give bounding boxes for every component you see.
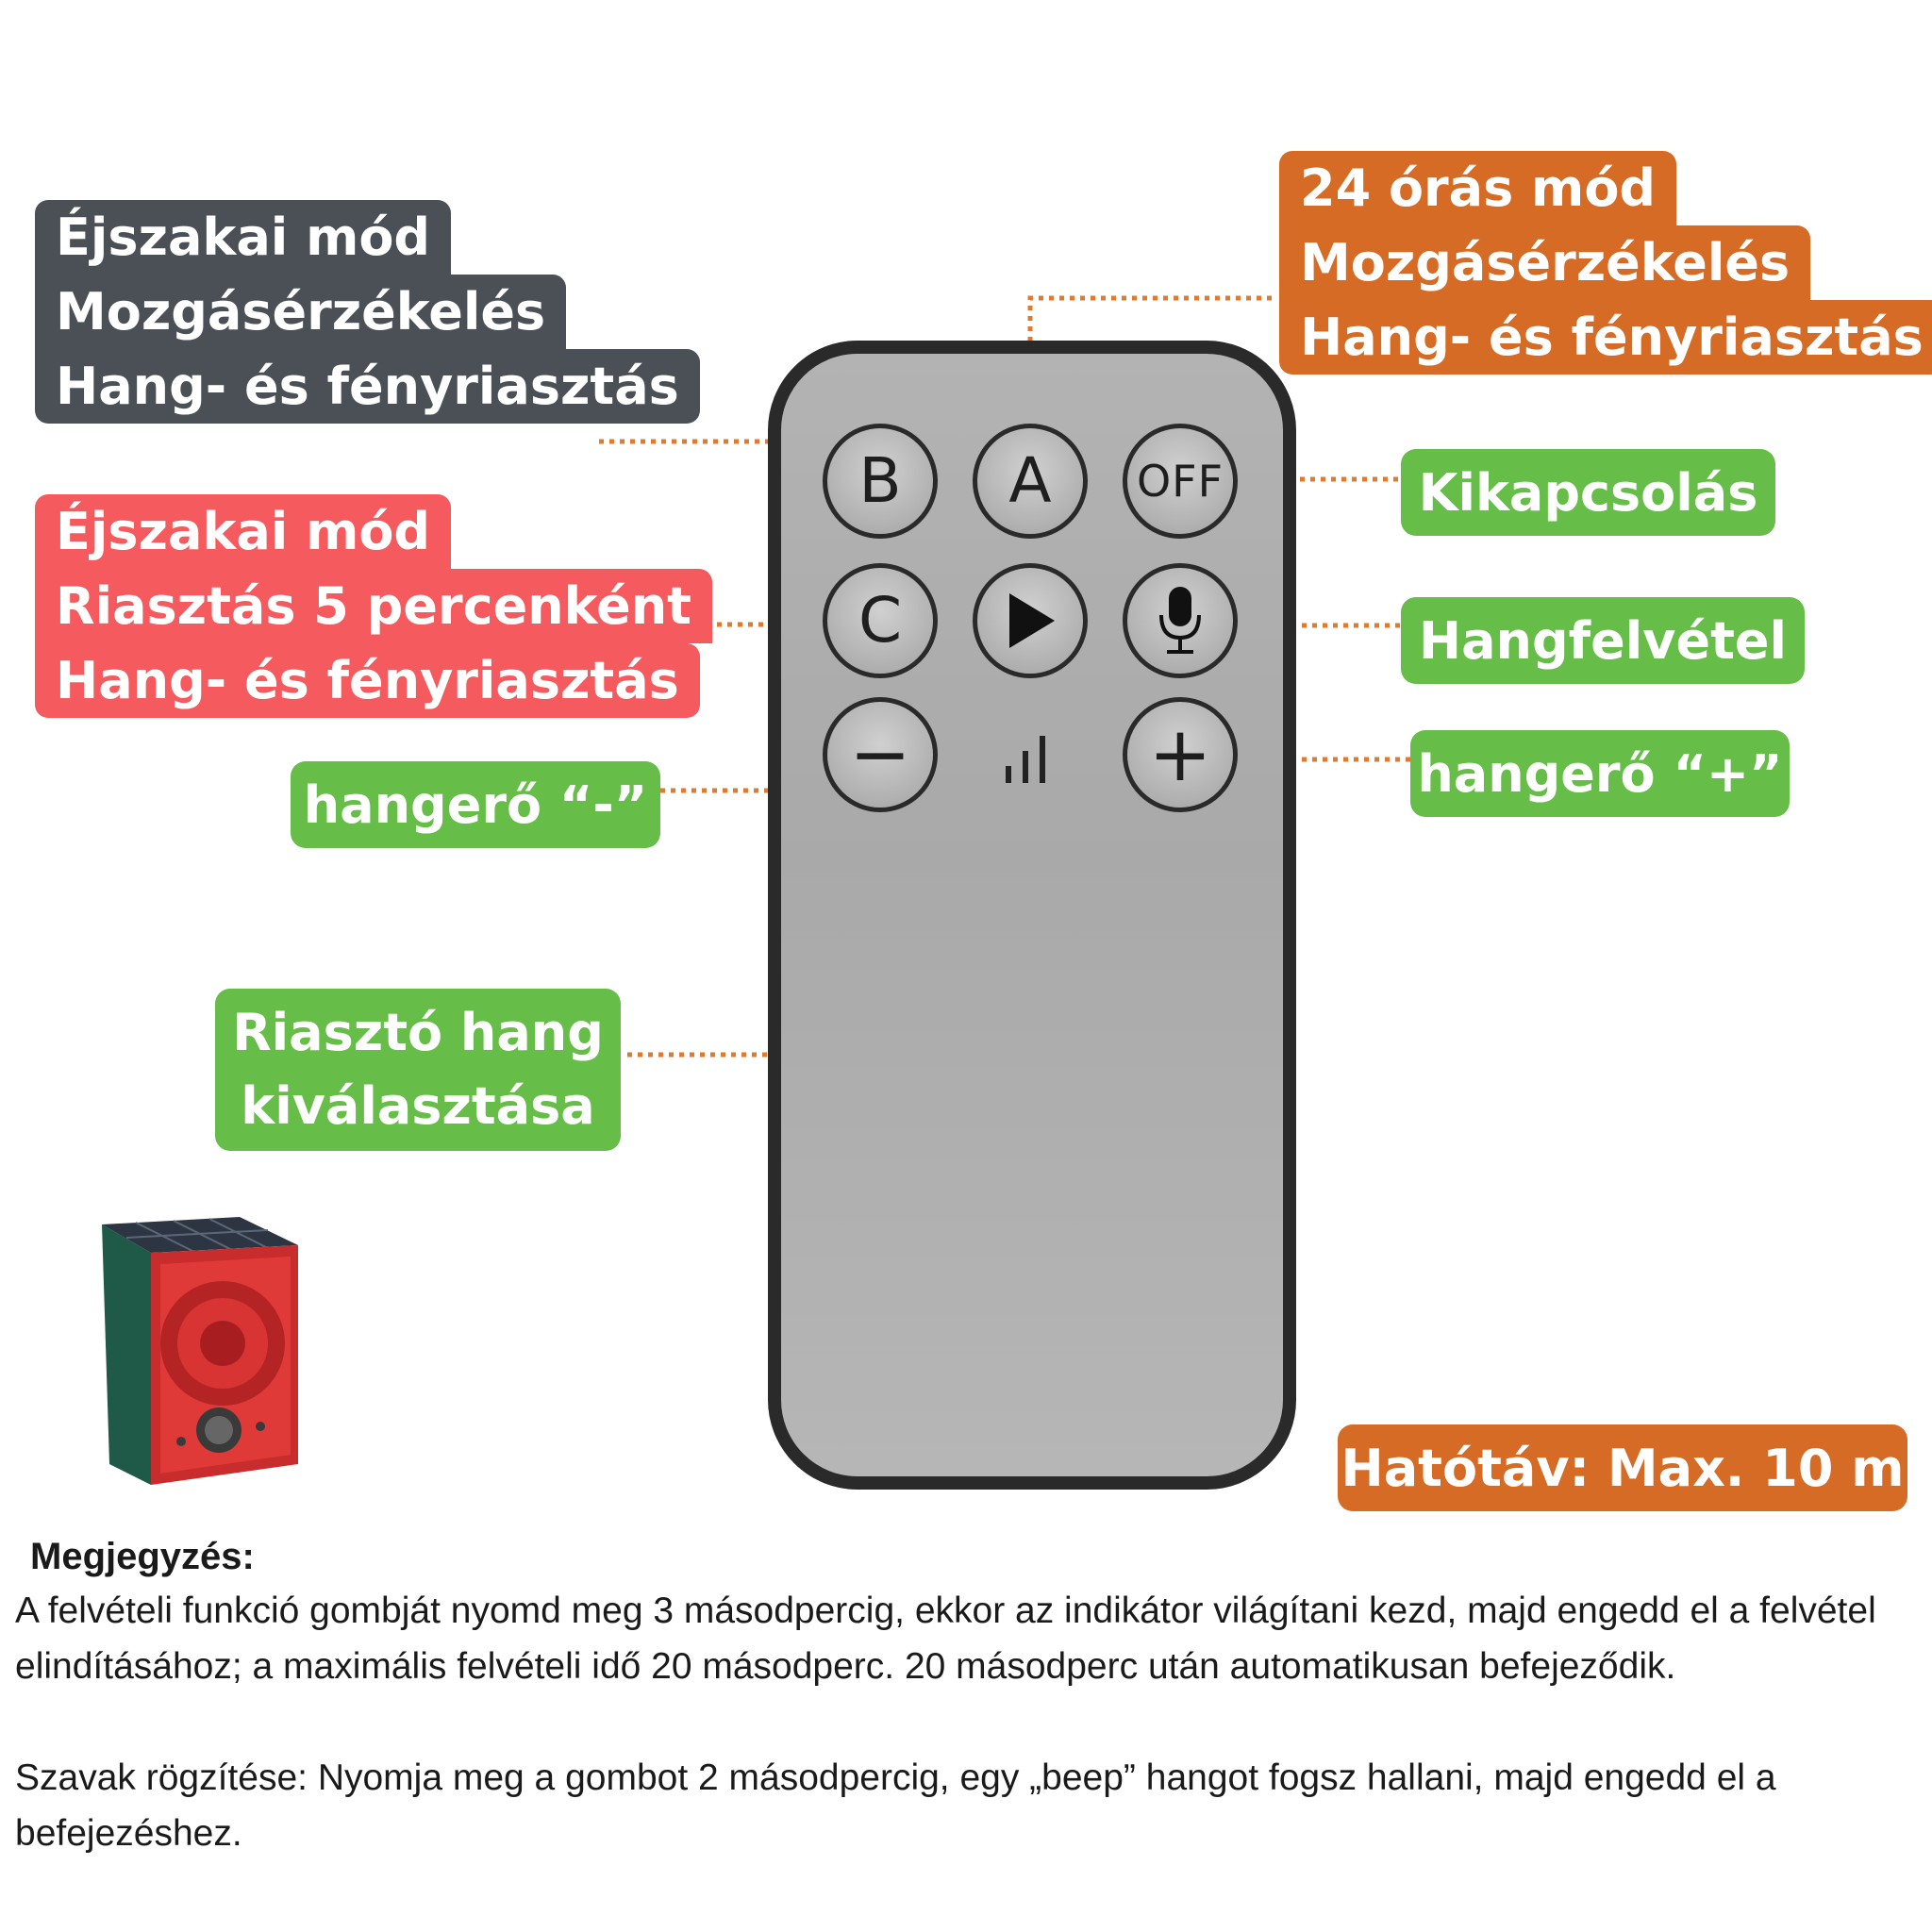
remote-button-mic — [1123, 563, 1238, 678]
remote-button-plus — [1123, 697, 1238, 812]
label-play-line-2: kiválasztása — [241, 1076, 595, 1136]
button-c-label: C — [858, 584, 903, 657]
label-play-line-1: Riasztó hang — [232, 1003, 604, 1062]
label-volume-down-text: hangerő “-” — [303, 774, 648, 835]
label-b-button — [35, 200, 700, 424]
play-icon — [1002, 590, 1058, 652]
button-b-label: B — [858, 444, 902, 517]
button-minus-label: − — [849, 712, 911, 797]
label-mic-button — [1401, 597, 1805, 684]
label-play-button — [215, 989, 621, 1151]
remote-button-a — [973, 424, 1088, 539]
label-a-button — [1279, 151, 1932, 375]
notes-paragraph-words: Szavak rögzítése: Nyomja meg a gombot 2 másodpercig, egy „beep” hangot fogsz hallani, majd engedd el a befejezéshez. — [15, 1757, 1776, 1854]
range-text: Hatótáv: Max. 10 m — [1341, 1438, 1905, 1498]
label-mic-text: Hangfelvétel — [1418, 610, 1788, 671]
label-off-button — [1401, 449, 1775, 536]
remote-button-play — [973, 563, 1088, 678]
solar-alarm-device-illustration — [98, 1217, 306, 1491]
label-b-line-3: Hang- és fényriasztás — [35, 349, 700, 424]
label-a-line-1: 24 órás mód — [1279, 151, 1676, 225]
label-volume-up-text: hangerő “+” — [1417, 743, 1783, 804]
label-volume-down — [291, 761, 660, 848]
label-b-line-2: Mozgásérzékelés — [35, 275, 566, 349]
label-c-line-3: Hang- és fényriasztás — [35, 643, 700, 718]
label-volume-up — [1410, 730, 1790, 817]
button-off-label: OFF — [1136, 456, 1224, 507]
button-plus-label: + — [1148, 710, 1212, 798]
label-a-line-3: Hang- és fényriasztás — [1279, 300, 1932, 375]
label-a-line-2: Mozgásérzékelés — [1279, 225, 1810, 300]
remote-button-off — [1123, 424, 1238, 539]
range-badge — [1338, 1424, 1907, 1511]
signal-indicator-icon — [1002, 732, 1058, 785]
button-a-label: A — [1008, 444, 1052, 517]
label-off-text: Kikapcsolás — [1418, 462, 1758, 523]
remote-button-minus — [823, 697, 938, 812]
microphone-icon — [1152, 583, 1208, 658]
notes-heading: Megjegyzés: — [30, 1536, 255, 1577]
notes-section — [15, 1530, 1911, 1861]
label-c-line-2: Riasztás 5 percenként — [35, 569, 712, 643]
label-c-button — [35, 494, 712, 718]
label-c-line-1: Éjszakai mód — [35, 494, 451, 569]
notes-paragraph-recording: A felvételi funkció gombját nyomd meg 3 másodpercig, ekkor az indikátor világítani kezd, majd engedd el a felvétel elindításához; a maximális felvételi idő 20 másodperc. 20 másodperc után automatikusan befejeződik. — [15, 1591, 1876, 1687]
remote-button-b — [823, 424, 938, 539]
remote-button-c — [823, 563, 938, 678]
label-b-line-1: Éjszakai mód — [35, 200, 451, 275]
